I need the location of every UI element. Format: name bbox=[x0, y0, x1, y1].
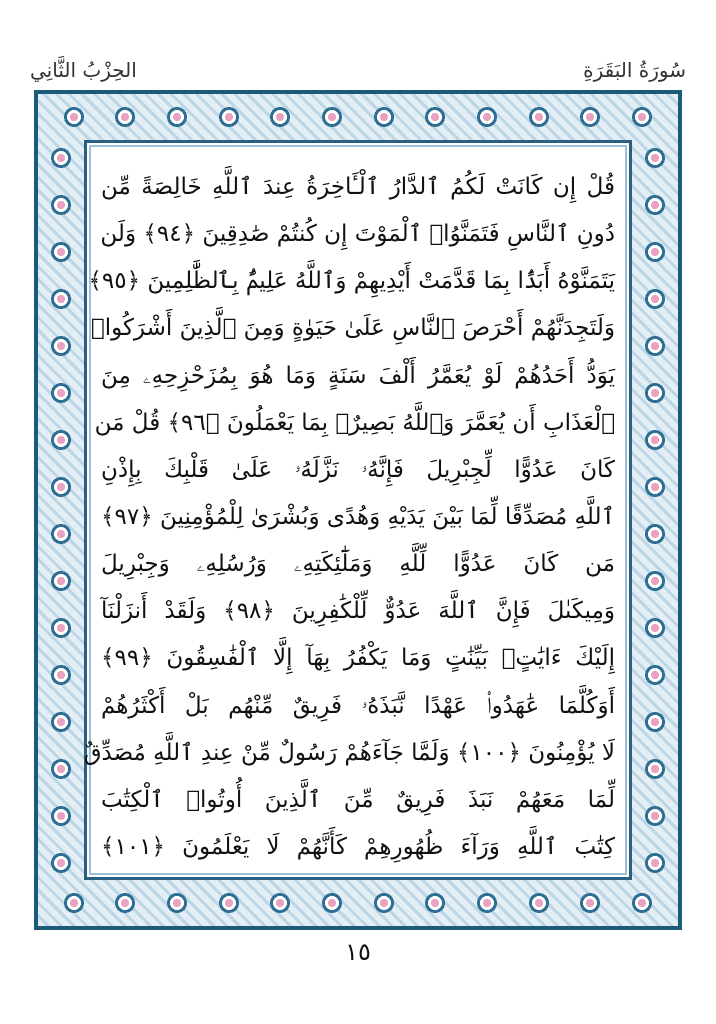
rosette-icon bbox=[644, 617, 666, 639]
rosette-icon bbox=[644, 147, 666, 169]
verse-line: مَن كَانَ عَدُوًّا لِّلَّهِ وَمَلَٰٓئِكَتِهِۦ وَرُسُلِهِۦ وَجِبْرِيلَ bbox=[101, 551, 615, 578]
verse-line: إِلَيْكَ ءَايَٰتٍۭ بَيِّنَٰتٍ وَمَا يَكْفُرُ بِهَآ إِلَّا ٱلْفَٰسِقُونَ ﴿٩٩﴾ bbox=[101, 645, 615, 672]
rosette-icon bbox=[50, 523, 72, 545]
rosette-icon bbox=[218, 892, 240, 914]
verse-line: يَتَمَنَّوْهُ أَبَدًۢا بِمَا قَدَّمَتْ أَيْدِيهِمْ وَٱللَّهُ عَلِيمٌۢ بِٱلظَّٰلِمِينَ ﴿٩٥﴾ bbox=[88, 268, 615, 295]
frame-ornaments-top bbox=[48, 100, 668, 134]
rosette-icon bbox=[321, 106, 343, 128]
rosette-icon bbox=[373, 892, 395, 914]
rosette-icon bbox=[269, 892, 291, 914]
rosette-icon bbox=[528, 106, 550, 128]
rosette-icon bbox=[644, 335, 666, 357]
verse-line: كِتَٰبَ ٱللَّهِ وَرَآءَ ظُهُورِهِمْ كَأَنَّهُمْ لَا يَعْلَمُونَ ﴿١٠١﴾ bbox=[101, 833, 615, 860]
verse-line: قُلْ إِن كَانَتْ لَكُمُ ٱلدَّارُ ٱلْـَٔاخِرَةُ عِندَ ٱللَّهِ خَالِصَةً مِّن bbox=[101, 174, 615, 200]
rosette-icon bbox=[644, 758, 666, 780]
page-number: ١٥ bbox=[345, 938, 371, 966]
rosette-icon bbox=[50, 711, 72, 733]
verse-line: لِّمَا مَعَهُمْ نَبَذَ فَرِيقٌ مِّنَ ٱلَّذِينَ أُوتُوا۟ ٱلْكِتَٰبَ bbox=[101, 786, 615, 813]
verse-line: ٱللَّهِ مُصَدِّقًا لِّمَا بَيْنَ يَدَيْهِ وَهُدًى وَبُشْرَىٰ لِلْمُؤْمِنِينَ ﴿٩٧﴾ bbox=[101, 503, 615, 530]
rosette-icon bbox=[63, 106, 85, 128]
hizb-label: الحِزْبُ الثَّانِي bbox=[30, 58, 137, 82]
rosette-icon bbox=[321, 892, 343, 914]
rosette-icon bbox=[644, 429, 666, 451]
rosette-icon bbox=[50, 852, 72, 874]
rosette-icon bbox=[50, 147, 72, 169]
rosette-icon bbox=[50, 382, 72, 404]
rosette-icon bbox=[166, 106, 188, 128]
rosette-icon bbox=[579, 892, 601, 914]
rosette-icon bbox=[50, 194, 72, 216]
rosette-icon bbox=[424, 106, 446, 128]
rosette-icon bbox=[644, 241, 666, 263]
rosette-icon bbox=[631, 106, 653, 128]
page-header bbox=[0, 52, 716, 92]
rosette-icon bbox=[644, 382, 666, 404]
rosette-icon bbox=[114, 106, 136, 128]
rosette-icon bbox=[50, 241, 72, 263]
rosette-icon bbox=[50, 664, 72, 686]
rosette-icon bbox=[50, 805, 72, 827]
rosette-icon bbox=[644, 664, 666, 686]
rosette-icon bbox=[644, 476, 666, 498]
rosette-icon bbox=[644, 194, 666, 216]
verse-line: يَوَدُّ أَحَدُهُمْ لَوْ يُعَمَّرُ أَلْفَ سَنَةٍ وَمَا هُوَ بِمُزَحْزِحِهِۦ مِنَ bbox=[101, 362, 615, 389]
rosette-icon bbox=[644, 805, 666, 827]
rosette-icon bbox=[114, 892, 136, 914]
rosette-icon bbox=[218, 106, 240, 128]
frame-ornaments-right bbox=[638, 134, 672, 886]
surah-label: سُورَةُ البَقَرَةِ bbox=[583, 58, 686, 82]
verse-line: كَانَ عَدُوًّا لِّجِبْرِيلَ فَإِنَّهُۥ نَزَّلَهُۥ عَلَىٰ قَلْبِكَ بِإِذْنِ bbox=[101, 456, 615, 483]
rosette-icon bbox=[631, 892, 653, 914]
rosette-icon bbox=[63, 892, 85, 914]
verse-line: دُونِ ٱلنَّاسِ فَتَمَنَّوُا۟ ٱلْمَوْتَ إِن كُنتُمْ صَٰدِقِينَ ﴿٩٤﴾ وَلَن bbox=[100, 221, 615, 248]
rosette-icon bbox=[528, 892, 550, 914]
rosette-icon bbox=[579, 106, 601, 128]
rosette-icon bbox=[476, 892, 498, 914]
verse-line: أَوَكُلَّمَا عَٰهَدُوا۟ عَهْدًا نَّبَذَهُۥ فَرِيقٌ مِّنْهُم بَلْ أَكْثَرُهُمْ bbox=[101, 692, 615, 719]
rosette-icon bbox=[50, 570, 72, 592]
rosette-icon bbox=[269, 106, 291, 128]
rosette-icon bbox=[50, 335, 72, 357]
verse-line: ٱلْعَذَابِ أَن يُعَمَّرَ وَٱللَّهُ بَصِيرٌۢ بِمَا يَعْمَلُونَ ﴿٩٦﴾ قُلْ مَن bbox=[94, 409, 615, 436]
verse-line: وَمِيكَىٰلَ فَإِنَّ ٱللَّهَ عَدُوٌّ لِّلْكَٰفِرِينَ ﴿٩٨﴾ وَلَقَدْ أَنزَلْنَآ bbox=[101, 598, 616, 625]
frame-ornaments-bottom bbox=[48, 886, 668, 920]
text-panel bbox=[84, 140, 632, 880]
rosette-icon bbox=[644, 523, 666, 545]
rosette-icon bbox=[50, 476, 72, 498]
rosette-icon bbox=[373, 106, 395, 128]
rosette-icon bbox=[50, 758, 72, 780]
rosette-icon bbox=[476, 106, 498, 128]
rosette-icon bbox=[166, 892, 188, 914]
verse-lines bbox=[83, 165, 616, 869]
frame-pattern bbox=[38, 94, 678, 926]
rosette-icon bbox=[644, 711, 666, 733]
rosette-icon bbox=[644, 852, 666, 874]
rosette-icon bbox=[50, 429, 72, 451]
verse-line: وَلَتَجِدَنَّهُمْ أَحْرَصَ ٱلنَّاسِ عَلَىٰ حَيَوٰةٍ وَمِنَ ٱلَّذِينَ أَشْرَكُوا۟ bbox=[90, 315, 615, 342]
rosette-icon bbox=[644, 288, 666, 310]
verse-line: لَا يُؤْمِنُونَ ﴿١٠٠﴾ وَلَمَّا جَآءَهُمْ رَسُولٌ مِّنْ عِندِ ٱللَّهِ مُصَدِّقٌ bbox=[83, 739, 615, 766]
ornamental-frame bbox=[34, 90, 682, 930]
rosette-icon bbox=[50, 288, 72, 310]
rosette-icon bbox=[50, 617, 72, 639]
frame-ornaments-left bbox=[44, 134, 78, 886]
rosette-icon bbox=[644, 570, 666, 592]
rosette-icon bbox=[424, 892, 446, 914]
